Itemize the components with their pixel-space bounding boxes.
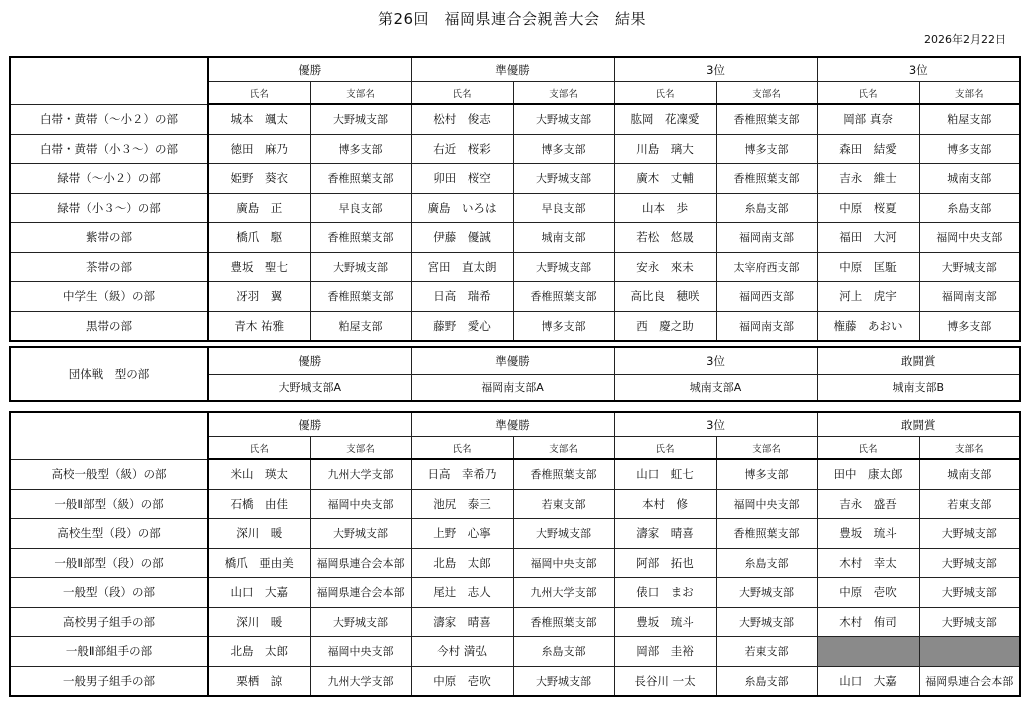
category-label: 白帯・黄帯（小３～）の部 xyxy=(10,134,208,164)
branch-name: 福岡県連合会本部 xyxy=(310,578,411,608)
table-row xyxy=(10,607,1020,637)
table-row xyxy=(10,578,1020,608)
athlete-name: 長谷川 一太 xyxy=(614,666,716,696)
athlete-name: 岡部 圭裕 xyxy=(614,637,716,667)
event-date: 2026年2月22日 xyxy=(924,33,1006,46)
table-row xyxy=(10,104,1020,134)
athlete-name: 川島 璃大 xyxy=(614,134,716,164)
athlete-name: 北島 太郎 xyxy=(208,637,310,667)
branch-name: 博多支部 xyxy=(919,311,1020,341)
branch-name: 糸島支部 xyxy=(716,548,817,578)
category-label: 一般男子組手の部 xyxy=(10,666,208,696)
athlete-name: 米山 瑛太 xyxy=(208,459,310,489)
rank-header: 優勝 xyxy=(208,347,411,374)
branch-name: 大野城支部 xyxy=(513,666,614,696)
name-subheader: 氏名 xyxy=(614,437,716,460)
athlete-name: 青木 祐雅 xyxy=(208,311,310,341)
athlete-name: 山口 大嘉 xyxy=(208,578,310,608)
athlete-name: 廣木 丈輔 xyxy=(614,164,716,194)
branch-name: 博多支部 xyxy=(513,134,614,164)
athlete-name: 豊坂 琉斗 xyxy=(817,519,919,549)
branch-name: 大野城支部 xyxy=(513,164,614,194)
branch-subheader: 支部名 xyxy=(513,437,614,460)
category-label: 緑帯（～小２）の部 xyxy=(10,164,208,194)
branch-name: 大野城支部 xyxy=(310,519,411,549)
athlete-name: 山本 歩 xyxy=(614,193,716,223)
branch-name xyxy=(919,637,1020,667)
rank-header: 優勝 xyxy=(208,57,411,82)
athlete-name: 俵口 まお xyxy=(614,578,716,608)
branch-name: 香椎照葉支部 xyxy=(310,282,411,312)
name-subheader: 氏名 xyxy=(817,437,919,460)
athlete-name: 若松 悠晟 xyxy=(614,223,716,253)
results-table-advanced xyxy=(9,411,1021,697)
rank-header: 敢闘賞 xyxy=(817,412,1020,437)
branch-name: 城南支部 xyxy=(513,223,614,253)
athlete-name: 尾辻 志人 xyxy=(411,578,513,608)
branch-name: 大野城支部 xyxy=(919,607,1020,637)
branch-name: 大野城支部 xyxy=(513,104,614,134)
branch-name: 博多支部 xyxy=(716,134,817,164)
branch-subheader: 支部名 xyxy=(919,437,1020,460)
branch-subheader: 支部名 xyxy=(919,82,1020,105)
table-row xyxy=(10,193,1020,223)
table-row xyxy=(10,164,1020,194)
branch-name: 香椎照葉支部 xyxy=(716,104,817,134)
table-row xyxy=(10,548,1020,578)
branch-subheader: 支部名 xyxy=(716,82,817,105)
branch-name: 福岡中央支部 xyxy=(919,223,1020,253)
athlete-name: 山口 虹七 xyxy=(614,459,716,489)
branch-name: 博多支部 xyxy=(513,311,614,341)
branch-name: 香椎照葉支部 xyxy=(716,519,817,549)
athlete-name: 岡部 真奈 xyxy=(817,104,919,134)
branch-name: 福岡南支部 xyxy=(716,223,817,253)
rank-header: 準優勝 xyxy=(411,347,614,374)
branch-name: 香椎照葉支部 xyxy=(513,459,614,489)
branch-name: 福岡県連合会本部 xyxy=(310,548,411,578)
rank-header: 3位 xyxy=(614,347,817,374)
branch-name: 大野城支部 xyxy=(513,252,614,282)
athlete-name: 徳田 麻乃 xyxy=(208,134,310,164)
athlete-name: 安永 來未 xyxy=(614,252,716,282)
category-label: 一般型（段）の部 xyxy=(10,578,208,608)
athlete-name: 木村 侑司 xyxy=(817,607,919,637)
athlete-name: 日高 瑞希 xyxy=(411,282,513,312)
branch-name: 城南支部 xyxy=(919,459,1020,489)
results-table-individual xyxy=(9,56,1021,342)
branch-name: 福岡南支部 xyxy=(919,282,1020,312)
branch-name: 若東支部 xyxy=(513,489,614,519)
name-subheader: 氏名 xyxy=(208,82,310,105)
branch-subheader: 支部名 xyxy=(310,82,411,105)
athlete-name: 宮田 直太朗 xyxy=(411,252,513,282)
category-label: 中学生（級）の部 xyxy=(10,282,208,312)
table-row xyxy=(10,311,1020,341)
category-label: 茶帯の部 xyxy=(10,252,208,282)
branch-subheader: 支部名 xyxy=(513,82,614,105)
branch-name: 福岡西支部 xyxy=(716,282,817,312)
branch-name: 香椎照葉支部 xyxy=(513,282,614,312)
athlete-name: 河上 虎宇 xyxy=(817,282,919,312)
table-row xyxy=(10,459,1020,489)
athlete-name: 阿部 拓也 xyxy=(614,548,716,578)
category-label: 高校生型（段）の部 xyxy=(10,519,208,549)
name-subheader: 氏名 xyxy=(411,437,513,460)
category-label: 白帯・黄帯（～小２）の部 xyxy=(10,104,208,134)
athlete-name: 深川 暖 xyxy=(208,519,310,549)
athlete-name: 中原 壱吹 xyxy=(817,578,919,608)
table-row xyxy=(10,252,1020,282)
branch-name: 早良支部 xyxy=(310,193,411,223)
branch-name: 香椎照葉支部 xyxy=(310,164,411,194)
branch-name: 福岡中央支部 xyxy=(310,489,411,519)
athlete-name: 伊藤 優誠 xyxy=(411,223,513,253)
branch-name: 若東支部 xyxy=(716,637,817,667)
branch-name: 早良支部 xyxy=(513,193,614,223)
athlete-name: 深川 暖 xyxy=(208,607,310,637)
branch-name: 福岡南支部 xyxy=(716,311,817,341)
branch-name: 城南支部 xyxy=(919,164,1020,194)
athlete-name: 西 慶之助 xyxy=(614,311,716,341)
name-subheader: 氏名 xyxy=(614,82,716,105)
results-table-team xyxy=(9,346,1021,402)
athlete-name: 城本 颯太 xyxy=(208,104,310,134)
athlete-name: 高比良 穂咲 xyxy=(614,282,716,312)
athlete-name: 冴羽 翼 xyxy=(208,282,310,312)
athlete-name: 松村 俊志 xyxy=(411,104,513,134)
branch-name: 大野城支部 xyxy=(513,519,614,549)
corner-cell xyxy=(10,57,208,104)
athlete-name: 栗栖 諒 xyxy=(208,666,310,696)
table-row xyxy=(10,134,1020,164)
corner-cell xyxy=(10,412,208,459)
athlete-name: 姫野 葵衣 xyxy=(208,164,310,194)
name-subheader: 氏名 xyxy=(411,82,513,105)
category-label: 一般Ⅱ部型（段）の部 xyxy=(10,548,208,578)
branch-name: 大野城支部 xyxy=(310,252,411,282)
branch-name: 福岡中央支部 xyxy=(716,489,817,519)
athlete-name: 橋爪 駆 xyxy=(208,223,310,253)
athlete-name: 今村 満弘 xyxy=(411,637,513,667)
branch-name: 博多支部 xyxy=(919,134,1020,164)
athlete-name: 中原 桜夏 xyxy=(817,193,919,223)
category-label: 高校男子組手の部 xyxy=(10,607,208,637)
branch-name: 福岡中央支部 xyxy=(310,637,411,667)
team-cell: 大野城支部A xyxy=(208,374,411,401)
branch-name: 大野城支部 xyxy=(716,607,817,637)
branch-name: 福岡県連合会本部 xyxy=(919,666,1020,696)
athlete-name: 北島 太郎 xyxy=(411,548,513,578)
category-label: 高校一般型（級）の部 xyxy=(10,459,208,489)
athlete-name: 吉永 盛吾 xyxy=(817,489,919,519)
athlete-name: 藤野 愛心 xyxy=(411,311,513,341)
table-row xyxy=(10,666,1020,696)
athlete-name: 山口 大嘉 xyxy=(817,666,919,696)
team-cell: 福岡南支部A xyxy=(411,374,614,401)
table-row xyxy=(10,519,1020,549)
branch-name: 大野城支部 xyxy=(716,578,817,608)
rank-header: 敢闘賞 xyxy=(817,347,1020,374)
branch-subheader: 支部名 xyxy=(716,437,817,460)
branch-name: 香椎照葉支部 xyxy=(716,164,817,194)
athlete-name: 豊坂 聖七 xyxy=(208,252,310,282)
branch-name: 糸島支部 xyxy=(513,637,614,667)
branch-name: 粕屋支部 xyxy=(310,311,411,341)
table-row xyxy=(10,223,1020,253)
athlete-name: 右近 桜彩 xyxy=(411,134,513,164)
table-row xyxy=(10,637,1020,667)
page-title: 第26回 福岡県連合会親善大会 結果 xyxy=(377,10,647,28)
branch-name: 香椎照葉支部 xyxy=(310,223,411,253)
table-row xyxy=(10,489,1020,519)
branch-name: 博多支部 xyxy=(716,459,817,489)
rank-header: 3位 xyxy=(614,57,817,82)
athlete-name: 廣島 正 xyxy=(208,193,310,223)
rank-header: 優勝 xyxy=(208,412,411,437)
branch-name: 大野城支部 xyxy=(919,519,1020,549)
team-cell: 城南支部B xyxy=(817,374,1020,401)
athlete-name: 森田 結愛 xyxy=(817,134,919,164)
athlete-name: 卯田 桜空 xyxy=(411,164,513,194)
athlete-name: 橋爪 亜由美 xyxy=(208,548,310,578)
branch-name: 九州大学支部 xyxy=(513,578,614,608)
athlete-name: 日高 幸希乃 xyxy=(411,459,513,489)
athlete-name: 廣島 いろは xyxy=(411,193,513,223)
category-label: 団体戦 型の部 xyxy=(10,347,208,401)
athlete-name xyxy=(817,637,919,667)
category-label: 一般Ⅱ部型（級）の部 xyxy=(10,489,208,519)
branch-name: 太宰府西支部 xyxy=(716,252,817,282)
branch-subheader: 支部名 xyxy=(310,437,411,460)
category-label: 緑帯（小３～）の部 xyxy=(10,193,208,223)
branch-name: 糸島支部 xyxy=(716,666,817,696)
branch-name: 糸島支部 xyxy=(919,193,1020,223)
branch-name: 博多支部 xyxy=(310,134,411,164)
athlete-name: 上野 心寧 xyxy=(411,519,513,549)
category-label: 黒帯の部 xyxy=(10,311,208,341)
athlete-name: 肱岡 花凜愛 xyxy=(614,104,716,134)
rank-header: 3位 xyxy=(817,57,1020,82)
athlete-name: 中原 匡駈 xyxy=(817,252,919,282)
athlete-name: 豊坂 琉斗 xyxy=(614,607,716,637)
athlete-name: 濤家 晴喜 xyxy=(411,607,513,637)
athlete-name: 池尻 泰三 xyxy=(411,489,513,519)
name-subheader: 氏名 xyxy=(208,437,310,460)
athlete-name: 福田 大河 xyxy=(817,223,919,253)
category-label: 紫帯の部 xyxy=(10,223,208,253)
branch-name: 福岡中央支部 xyxy=(513,548,614,578)
athlete-name: 権藤 あおい xyxy=(817,311,919,341)
athlete-name: 中原 壱吹 xyxy=(411,666,513,696)
category-label: 一般Ⅱ部組手の部 xyxy=(10,637,208,667)
branch-name: 大野城支部 xyxy=(919,548,1020,578)
branch-name: 九州大学支部 xyxy=(310,459,411,489)
branch-name: 大野城支部 xyxy=(919,252,1020,282)
branch-name: 大野城支部 xyxy=(310,104,411,134)
branch-name: 大野城支部 xyxy=(310,607,411,637)
team-cell: 城南支部A xyxy=(614,374,817,401)
athlete-name: 木村 幸太 xyxy=(817,548,919,578)
branch-name: 大野城支部 xyxy=(919,578,1020,608)
rank-header: 準優勝 xyxy=(411,57,614,82)
athlete-name: 石橋 由佳 xyxy=(208,489,310,519)
athlete-name: 本村 修 xyxy=(614,489,716,519)
athlete-name: 田中 康太郎 xyxy=(817,459,919,489)
branch-name: 若東支部 xyxy=(919,489,1020,519)
branch-name: 九州大学支部 xyxy=(310,666,411,696)
name-subheader: 氏名 xyxy=(817,82,919,105)
branch-name: 香椎照葉支部 xyxy=(513,607,614,637)
table-row xyxy=(10,282,1020,312)
branch-name: 粕屋支部 xyxy=(919,104,1020,134)
rank-header: 準優勝 xyxy=(411,412,614,437)
rank-header: 3位 xyxy=(614,412,817,437)
athlete-name: 吉永 維士 xyxy=(817,164,919,194)
athlete-name: 濤家 晴喜 xyxy=(614,519,716,549)
branch-name: 糸島支部 xyxy=(716,193,817,223)
